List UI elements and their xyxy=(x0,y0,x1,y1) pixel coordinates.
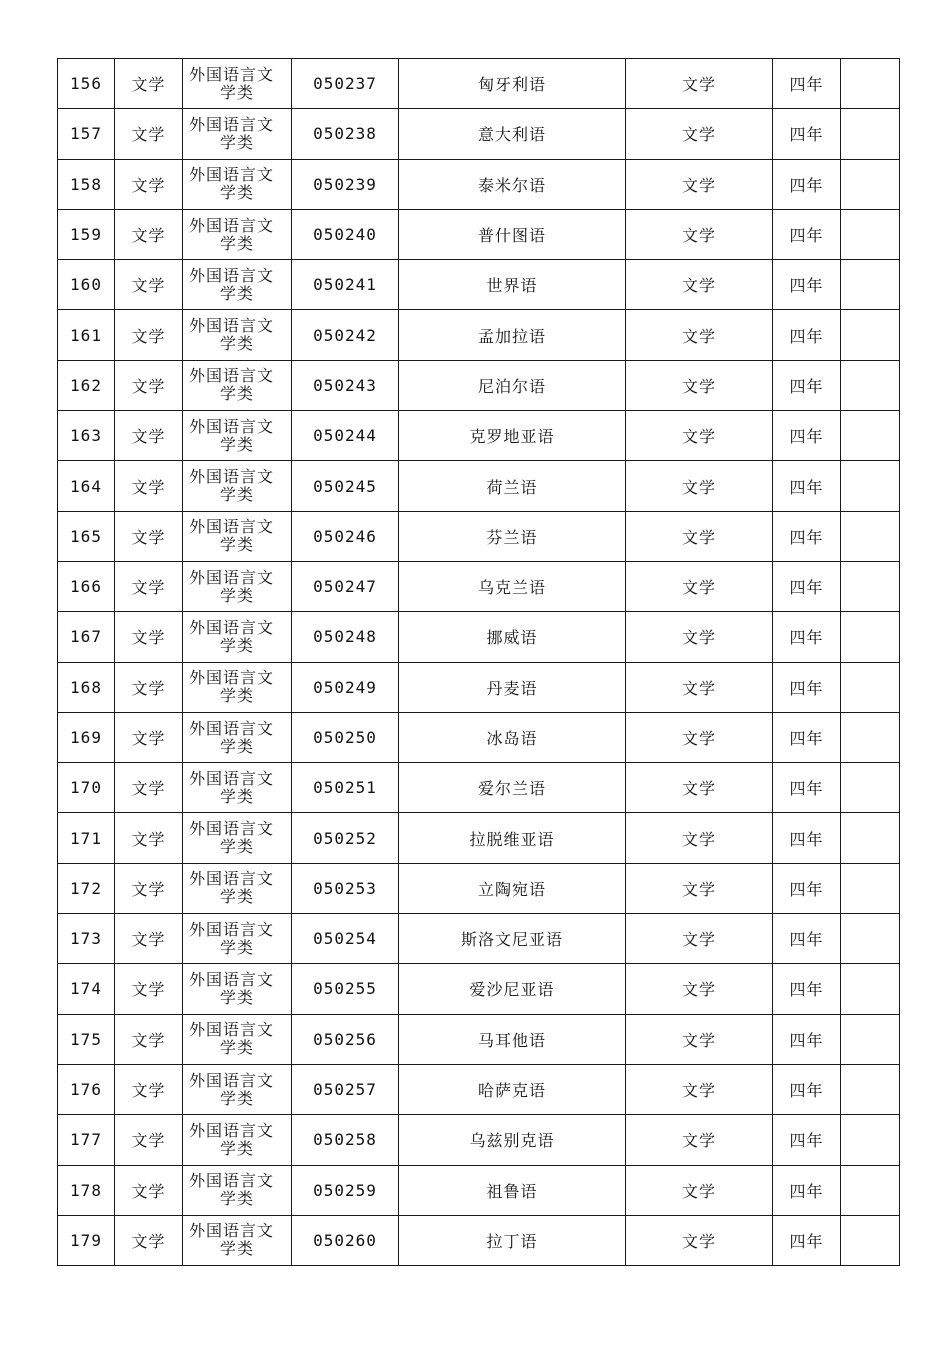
category-line-2: 学类 xyxy=(219,434,254,454)
category-cell xyxy=(183,109,292,159)
field-cell: 文学 xyxy=(115,914,183,964)
category-line-2: 学类 xyxy=(219,736,254,756)
note-cell xyxy=(841,813,900,863)
degree-cell: 文学 xyxy=(626,561,773,611)
category-cell xyxy=(183,561,292,611)
degree-cell: 文学 xyxy=(626,964,773,1014)
duration-cell: 四年 xyxy=(773,109,841,159)
table-body xyxy=(58,59,900,1266)
seq-cell: 178 xyxy=(58,1165,115,1215)
table-row xyxy=(58,260,900,310)
code-cell: 050243 xyxy=(292,360,399,410)
code-cell: 050253 xyxy=(292,863,399,913)
category-cell xyxy=(183,763,292,813)
field-cell: 文学 xyxy=(115,1115,183,1165)
seq-cell: 169 xyxy=(58,712,115,762)
seq-cell: 173 xyxy=(58,914,115,964)
field-cell: 文学 xyxy=(115,1014,183,1064)
duration-cell: 四年 xyxy=(773,411,841,461)
category-cell xyxy=(183,209,292,259)
note-cell xyxy=(841,662,900,712)
field-cell: 文学 xyxy=(115,1215,183,1265)
category-line-1: 外国语言文 xyxy=(189,668,275,688)
category-line-1: 外国语言文 xyxy=(189,467,275,487)
category-line-1: 外国语言文 xyxy=(189,165,275,185)
note-cell xyxy=(841,612,900,662)
category-cell xyxy=(183,360,292,410)
field-cell: 文学 xyxy=(115,461,183,511)
category-line-1: 外国语言文 xyxy=(189,1020,275,1040)
major-cell: 斯洛文尼亚语 xyxy=(399,914,626,964)
major-cell: 普什图语 xyxy=(399,209,626,259)
note-cell xyxy=(841,863,900,913)
field-cell: 文学 xyxy=(115,763,183,813)
field-cell: 文学 xyxy=(115,511,183,561)
category-line-2: 学类 xyxy=(219,132,254,152)
category-line-1: 外国语言文 xyxy=(189,64,275,84)
duration-cell: 四年 xyxy=(773,360,841,410)
table-row xyxy=(58,763,900,813)
degree-cell: 文学 xyxy=(626,1215,773,1265)
category-line-1: 外国语言文 xyxy=(189,768,275,788)
duration-cell: 四年 xyxy=(773,813,841,863)
major-cell: 挪威语 xyxy=(399,612,626,662)
category-cell xyxy=(183,1064,292,1114)
seq-cell: 170 xyxy=(58,763,115,813)
field-cell: 文学 xyxy=(115,712,183,762)
seq-cell: 161 xyxy=(58,310,115,360)
category-line-2: 学类 xyxy=(219,1239,254,1259)
table-row xyxy=(58,461,900,511)
degree-cell: 文学 xyxy=(626,260,773,310)
table-row xyxy=(58,360,900,410)
field-cell: 文学 xyxy=(115,209,183,259)
table-row xyxy=(58,1064,900,1114)
category-line-1: 外国语言文 xyxy=(189,718,275,738)
field-cell: 文学 xyxy=(115,360,183,410)
duration-cell: 四年 xyxy=(773,763,841,813)
seq-cell: 167 xyxy=(58,612,115,662)
table-row xyxy=(58,411,900,461)
duration-cell: 四年 xyxy=(773,159,841,209)
category-line-2: 学类 xyxy=(219,987,254,1007)
field-cell: 文学 xyxy=(115,109,183,159)
major-cell: 芬兰语 xyxy=(399,511,626,561)
table-row xyxy=(58,209,900,259)
duration-cell: 四年 xyxy=(773,1165,841,1215)
duration-cell: 四年 xyxy=(773,914,841,964)
seq-cell: 162 xyxy=(58,360,115,410)
category-line-2: 学类 xyxy=(219,334,254,354)
duration-cell: 四年 xyxy=(773,260,841,310)
note-cell xyxy=(841,109,900,159)
category-line-1: 外国语言文 xyxy=(189,869,275,889)
table-row xyxy=(58,813,900,863)
note-cell xyxy=(841,964,900,1014)
note-cell xyxy=(841,1115,900,1165)
category-line-2: 学类 xyxy=(219,837,254,857)
category-line-1: 外国语言文 xyxy=(189,919,275,939)
duration-cell: 四年 xyxy=(773,662,841,712)
seq-cell: 175 xyxy=(58,1014,115,1064)
category-cell xyxy=(183,511,292,561)
major-cell: 马耳他语 xyxy=(399,1014,626,1064)
degree-cell: 文学 xyxy=(626,612,773,662)
majors-table xyxy=(57,58,900,1266)
table-row xyxy=(58,561,900,611)
field-cell: 文学 xyxy=(115,411,183,461)
seq-cell: 166 xyxy=(58,561,115,611)
category-cell xyxy=(183,59,292,109)
seq-cell: 159 xyxy=(58,209,115,259)
seq-cell: 168 xyxy=(58,662,115,712)
category-line-2: 学类 xyxy=(219,1138,254,1158)
code-cell: 050260 xyxy=(292,1215,399,1265)
code-cell: 050239 xyxy=(292,159,399,209)
seq-cell: 176 xyxy=(58,1064,115,1114)
category-cell xyxy=(183,662,292,712)
degree-cell: 文学 xyxy=(626,209,773,259)
field-cell: 文学 xyxy=(115,59,183,109)
major-cell: 冰岛语 xyxy=(399,712,626,762)
table-row xyxy=(58,612,900,662)
category-line-2: 学类 xyxy=(219,937,254,957)
degree-cell: 文学 xyxy=(626,360,773,410)
category-line-2: 学类 xyxy=(219,786,254,806)
note-cell xyxy=(841,59,900,109)
category-cell xyxy=(183,1215,292,1265)
table-row xyxy=(58,964,900,1014)
category-line-2: 学类 xyxy=(219,635,254,655)
category-line-2: 学类 xyxy=(219,485,254,505)
note-cell xyxy=(841,511,900,561)
code-cell: 050246 xyxy=(292,511,399,561)
degree-cell: 文学 xyxy=(626,763,773,813)
note-cell xyxy=(841,561,900,611)
table-row xyxy=(58,662,900,712)
duration-cell: 四年 xyxy=(773,712,841,762)
code-cell: 050251 xyxy=(292,763,399,813)
category-cell xyxy=(183,411,292,461)
category-line-2: 学类 xyxy=(219,82,254,102)
note-cell xyxy=(841,1215,900,1265)
table-row xyxy=(58,1215,900,1265)
degree-cell: 文学 xyxy=(626,813,773,863)
note-cell xyxy=(841,712,900,762)
duration-cell: 四年 xyxy=(773,612,841,662)
seq-cell: 160 xyxy=(58,260,115,310)
seq-cell: 157 xyxy=(58,109,115,159)
seq-cell: 163 xyxy=(58,411,115,461)
major-cell: 乌兹别克语 xyxy=(399,1115,626,1165)
degree-cell: 文学 xyxy=(626,411,773,461)
category-line-1: 外国语言文 xyxy=(189,1171,275,1191)
seq-cell: 165 xyxy=(58,511,115,561)
note-cell xyxy=(841,914,900,964)
category-cell xyxy=(183,813,292,863)
major-cell: 尼泊尔语 xyxy=(399,360,626,410)
major-cell: 爱尔兰语 xyxy=(399,763,626,813)
degree-cell: 文学 xyxy=(626,712,773,762)
field-cell: 文学 xyxy=(115,1165,183,1215)
category-line-1: 外国语言文 xyxy=(189,215,275,235)
duration-cell: 四年 xyxy=(773,964,841,1014)
code-cell: 050257 xyxy=(292,1064,399,1114)
table-row xyxy=(58,863,900,913)
category-cell xyxy=(183,461,292,511)
code-cell: 050247 xyxy=(292,561,399,611)
note-cell xyxy=(841,1014,900,1064)
note-cell xyxy=(841,260,900,310)
category-cell xyxy=(183,159,292,209)
seq-cell: 164 xyxy=(58,461,115,511)
note-cell xyxy=(841,763,900,813)
major-cell: 泰米尔语 xyxy=(399,159,626,209)
category-line-2: 学类 xyxy=(219,384,254,404)
duration-cell: 四年 xyxy=(773,59,841,109)
seq-cell: 177 xyxy=(58,1115,115,1165)
category-line-2: 学类 xyxy=(219,686,254,706)
code-cell: 050254 xyxy=(292,914,399,964)
category-line-1: 外国语言文 xyxy=(189,819,275,839)
table-row xyxy=(58,1115,900,1165)
duration-cell: 四年 xyxy=(773,1215,841,1265)
duration-cell: 四年 xyxy=(773,310,841,360)
seq-cell: 156 xyxy=(58,59,115,109)
major-cell: 孟加拉语 xyxy=(399,310,626,360)
field-cell: 文学 xyxy=(115,612,183,662)
code-cell: 050250 xyxy=(292,712,399,762)
code-cell: 050245 xyxy=(292,461,399,511)
category-line-1: 外国语言文 xyxy=(189,416,275,436)
category-cell xyxy=(183,863,292,913)
degree-cell: 文学 xyxy=(626,310,773,360)
seq-cell: 174 xyxy=(58,964,115,1014)
note-cell xyxy=(841,310,900,360)
code-cell: 050237 xyxy=(292,59,399,109)
code-cell: 050252 xyxy=(292,813,399,863)
degree-cell: 文学 xyxy=(626,511,773,561)
category-line-1: 外国语言文 xyxy=(189,617,275,637)
table-row xyxy=(58,159,900,209)
major-cell: 匈牙利语 xyxy=(399,59,626,109)
category-line-2: 学类 xyxy=(219,1038,254,1058)
category-line-1: 外国语言文 xyxy=(189,517,275,537)
note-cell xyxy=(841,209,900,259)
category-line-1: 外国语言文 xyxy=(189,366,275,386)
field-cell: 文学 xyxy=(115,662,183,712)
note-cell xyxy=(841,1165,900,1215)
category-line-2: 学类 xyxy=(219,887,254,907)
table-row xyxy=(58,59,900,109)
table-row xyxy=(58,914,900,964)
field-cell: 文学 xyxy=(115,159,183,209)
category-cell xyxy=(183,964,292,1014)
field-cell: 文学 xyxy=(115,964,183,1014)
degree-cell: 文学 xyxy=(626,1064,773,1114)
field-cell: 文学 xyxy=(115,863,183,913)
major-cell: 祖鲁语 xyxy=(399,1165,626,1215)
code-cell: 050244 xyxy=(292,411,399,461)
category-cell xyxy=(183,914,292,964)
degree-cell: 文学 xyxy=(626,1014,773,1064)
seq-cell: 171 xyxy=(58,813,115,863)
category-cell xyxy=(183,310,292,360)
field-cell: 文学 xyxy=(115,561,183,611)
degree-cell: 文学 xyxy=(626,159,773,209)
category-cell xyxy=(183,1014,292,1064)
degree-cell: 文学 xyxy=(626,109,773,159)
duration-cell: 四年 xyxy=(773,209,841,259)
category-line-1: 外国语言文 xyxy=(189,1221,275,1241)
duration-cell: 四年 xyxy=(773,1115,841,1165)
duration-cell: 四年 xyxy=(773,461,841,511)
code-cell: 050249 xyxy=(292,662,399,712)
duration-cell: 四年 xyxy=(773,863,841,913)
degree-cell: 文学 xyxy=(626,461,773,511)
table-row xyxy=(58,1165,900,1215)
code-cell: 050241 xyxy=(292,260,399,310)
major-cell: 拉脱维亚语 xyxy=(399,813,626,863)
category-line-1: 外国语言文 xyxy=(189,1070,275,1090)
category-line-1: 外国语言文 xyxy=(189,567,275,587)
code-cell: 050238 xyxy=(292,109,399,159)
table-row xyxy=(58,511,900,561)
code-cell: 050240 xyxy=(292,209,399,259)
code-cell: 050258 xyxy=(292,1115,399,1165)
major-cell: 立陶宛语 xyxy=(399,863,626,913)
category-line-2: 学类 xyxy=(219,1189,254,1209)
degree-cell: 文学 xyxy=(626,59,773,109)
duration-cell: 四年 xyxy=(773,1064,841,1114)
note-cell xyxy=(841,461,900,511)
category-line-2: 学类 xyxy=(219,283,254,303)
category-line-1: 外国语言文 xyxy=(189,969,275,989)
major-cell: 爱沙尼亚语 xyxy=(399,964,626,1014)
note-cell xyxy=(841,1064,900,1114)
table-row xyxy=(58,1014,900,1064)
category-line-2: 学类 xyxy=(219,535,254,555)
major-cell: 丹麦语 xyxy=(399,662,626,712)
code-cell: 050256 xyxy=(292,1014,399,1064)
category-line-1: 外国语言文 xyxy=(189,114,275,134)
note-cell xyxy=(841,411,900,461)
major-cell: 哈萨克语 xyxy=(399,1064,626,1114)
major-cell: 拉丁语 xyxy=(399,1215,626,1265)
field-cell: 文学 xyxy=(115,813,183,863)
field-cell: 文学 xyxy=(115,310,183,360)
category-line-2: 学类 xyxy=(219,1088,254,1108)
code-cell: 050255 xyxy=(292,964,399,1014)
seq-cell: 179 xyxy=(58,1215,115,1265)
seq-cell: 158 xyxy=(58,159,115,209)
category-line-2: 学类 xyxy=(219,233,254,253)
category-line-2: 学类 xyxy=(219,183,254,203)
major-cell: 荷兰语 xyxy=(399,461,626,511)
category-cell xyxy=(183,612,292,662)
degree-cell: 文学 xyxy=(626,914,773,964)
category-cell xyxy=(183,260,292,310)
category-line-1: 外国语言文 xyxy=(189,265,275,285)
category-line-1: 外国语言文 xyxy=(189,316,275,336)
category-cell xyxy=(183,1165,292,1215)
degree-cell: 文学 xyxy=(626,863,773,913)
major-cell: 乌克兰语 xyxy=(399,561,626,611)
note-cell xyxy=(841,159,900,209)
table-row xyxy=(58,310,900,360)
category-cell xyxy=(183,1115,292,1165)
code-cell: 050242 xyxy=(292,310,399,360)
table-row xyxy=(58,109,900,159)
field-cell: 文学 xyxy=(115,260,183,310)
category-line-1: 外国语言文 xyxy=(189,1120,275,1140)
major-cell: 克罗地亚语 xyxy=(399,411,626,461)
degree-cell: 文学 xyxy=(626,662,773,712)
table-row xyxy=(58,712,900,762)
duration-cell: 四年 xyxy=(773,561,841,611)
seq-cell: 172 xyxy=(58,863,115,913)
duration-cell: 四年 xyxy=(773,511,841,561)
code-cell: 050248 xyxy=(292,612,399,662)
category-cell xyxy=(183,712,292,762)
code-cell: 050259 xyxy=(292,1165,399,1215)
degree-cell: 文学 xyxy=(626,1165,773,1215)
major-cell: 世界语 xyxy=(399,260,626,310)
duration-cell: 四年 xyxy=(773,1014,841,1064)
major-cell: 意大利语 xyxy=(399,109,626,159)
field-cell: 文学 xyxy=(115,1064,183,1114)
category-line-2: 学类 xyxy=(219,585,254,605)
degree-cell: 文学 xyxy=(626,1115,773,1165)
note-cell xyxy=(841,360,900,410)
